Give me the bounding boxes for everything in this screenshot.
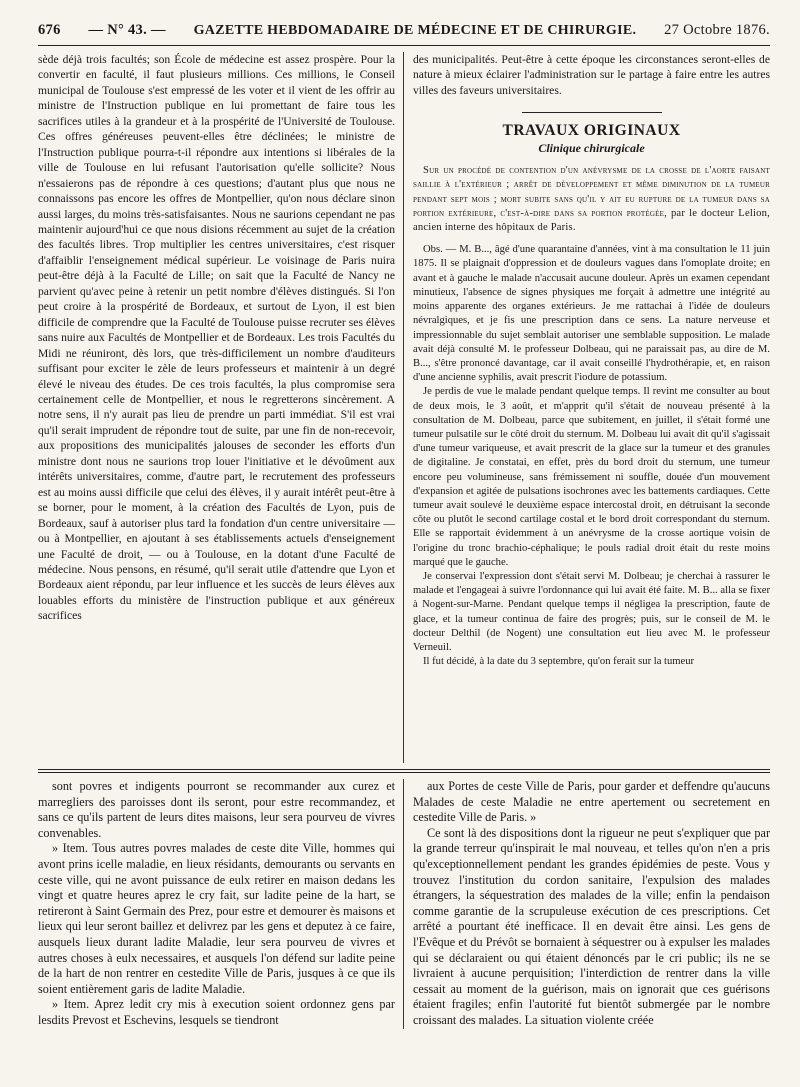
feuilleton-paragraph: aux Portes de ceste Ville de Paris, pour garder et deffendre qu'aucuns Malades de ceste Maladie ne entre apertement ou secretement en cestedite Ville de Paris. »	[413, 779, 770, 825]
article-paragraph: Je conservai l'expression dont s'était servi M. Dolbeau; je cherchai à rassurer le malade et l'engageai à suivre l'ordonnance qui lui avait été faite. M. B... alla se fixer à Nogent-sur-Marne. Pendant quelque temps il négligea la prescription, faute de glace, et la tumeur continua de faire des progrès; puis, sur le conseil de M. le docteur Delthil (de Nogent) une consultation eut lieu avec M. le professeur Verneuil.	[413, 570, 770, 653]
left-paragraph: sède déjà trois facultés; son École de médecine est assez prospère. Pour la convertir en faculté, il faut plusieurs millions. Ces millions, le Conseil municipal de Toulouse s'est empressé de les voter et il vient de les offrir au ministre de l'Instruction publique en lui promettant de faire tous les sacrifices utiles à la grandeur et à la prospérité de l'Université de Toulouse. Ces offres généreuses peuvent-elles être déclinées; le ministre de l'Instruction publique pourra-t-il répondre aux intentions si libérales de la ville de Toulouse en lui refusant l'autorisation qu'elle sollicite? Nous n'essaierons pas de répondre à ces questions; d'autant plus que nous ne connaissons pas encore les offres de Montpellier, qu'on nous déclare sinon aussi larges, du moins très-satisfaisantes. Nous ne saurions cependant ne pas maintenir aujourd'hui ce que nous disions récemment au sujet de la création des facultés libres. Trop multiplier les centres universitaires, c'est risquer d'affaiblir l'enseignement médical supérieur. Le voisinage de Paris nuira peut-être déjà à la Faculté de Lille; on sait que la Faculté de Nancy ne parvient qu'avec peine à retenir un petit nombre d'élèves distingués. Si l'on peut croire à la prospérité de Bordeaux, et surtout de Lyon, il est bien difficile de comprendre que la Faculté de Toulouse puisse recruter ses élèves sans nuire aux Facultés de Montpellier et de Bordeaux. Les trois Facultés du Midi ne réuniront, dès lors, que très-difficilement un nombre d'auditeurs suffisant pour exciter le zèle de leurs professeurs et maintenir à un degré élevé le niveau des études. De ces trois facultés, la plus compromise sera certainement celle de Montpellier, et nous le regretterons sincèrement. A notre sens, il n'y aurait pas lieu de prendre un parti immédiat. S'il est vrai qu'il serait imprudent de répondre tout de suite, par une fin de non-recevoir, aux propositions des municipalités jalouses de seconder les efforts d'un ministre dont nous ne saurions trop louer l'initiative et le dévoûment aux intérêts universitaires, comme, d'autre part, le recrutement des professeurs est au moins aussi difficile que celui des élèves, il y aurait intérêt peut-être à se borner, pour le moment, à la création des Facultés de Lyon, puis de Bordeaux, sauf à autoriser plus tard la fondation d'un centre universitaire — ou à Montpellier, en ajoutant à ses établissements actuels d'enseignement une Faculté de droit, — ou à Toulouse, en la dotant d'une Faculté de médecine. Nous pensons, en résumé, qu'il serait utile d'attendre que Lyon et Bordeaux aient répondu, par leur influence et les succès de leurs élèves aux louables efforts du ministère de l'instruction publique et aux généreux sacrifices	[38, 53, 395, 623]
feuilleton-paragraph: Ce sont là des dispositions dont la rigueur ne peut s'expliquer que par la grande terreur qu'inspirait le mal nouveau, et telles qu'on n'en a pris qu'exceptionnellement pendant les grandes épidémies de peste. Vous y trouvez l'institution du cordon sanitaire, l'expulsion des malades étrangers, la séquestration des malades de la ville; enfin la pendaison comme garantie de la scrupuleuse exécution de ces prescriptions. Cet arrêté a pourtant été inefficace. Il en devait être ainsi. Les gens de l'Evêque et du Prévôt se bornaient à séquestrer ou à expulser les malades qui se déclaraient ou qui étaient dénoncés par le cri public; ils ne se livraient à aucune perquisition; l'interdiction de rentrer dans la ville cessait au moment de la guérison, mais on ignorait que ces guérisons étaient fragiles; enfin l'autorité fut bientôt submergée par le nombre croissant des malades. La situation violente créée	[413, 825, 770, 1027]
feuilleton-paragraph: » Item. Tous autres povres malades de ceste dite Ville, hommes qui avont prins icelle maladie, en lieux résidants, demourants ou servants en ceste ville, qui ne avont puissance de eulx retirer en maison dedans les vingt et quatre heures aprez le cry fait, sur ladite peine de la hart, se retireront à Saint Germain des Prez, pour estre et demourer ès maisons et lieux qui leur seront baillez et delivrez par les gens et deputez à ce faire, ausquels lieux durant ladite Maladie, leur sera pourveu de vivres et autres choses à eulx necessaires, et ausquels l'on défend sur ladite peine de la hart de non rentrer en cestedite Ville de Paris, jusques à ce que ils soient entièrement garis de ladite Maladie.	[38, 841, 395, 996]
bottom-left-column	[38, 779, 404, 1029]
short-divider	[522, 112, 662, 113]
feuilleton-paragraph: » Item. Aprez ledit cry mis à execution soient ordonnez gens par lesdits Prevost et Eschevins, lesquels se tiendront	[38, 997, 395, 1027]
section-title: TRAVAUX ORIGINAUX	[502, 122, 681, 140]
article-title	[413, 164, 770, 235]
bottom-right-column	[404, 779, 770, 1029]
page-number: 676	[38, 22, 61, 38]
section-subtitle: Clinique chirurgicale	[538, 140, 645, 155]
feuilleton-paragraph: sont povres et indigents pourront se recommander aux curez et marregliers des paroisses dont ils seront, pour estre recommandez, et sans ce qu'ils partent de leurs dites maisons, leur sera pourveu de vivres convenables.	[38, 779, 395, 840]
issue-date: 27 Octobre 1876.	[664, 22, 770, 38]
article-heading: Sur un procédé de contention d'un anévrysme de la crosse de l'aorte faisant saillie à l'extérieur ; arrêt de développement et même diminution de la tumeur pendant sept mois ; mort subite sans qu'il y ait eu rupture de la tumeur dans sa portion extérieure, c'est-à-dire dans sa portion protégée,	[413, 165, 770, 219]
right-intro: des municipalités. Peut-être à cette époque les circonstances seront-elles de nature à mieux éclairer l'administration sur le partage à faire entre les autres villes des faveurs universitaires.	[413, 53, 770, 97]
article-paragraph: Il fut décidé, à la date du 3 septembre, qu'on ferait sur la tumeur	[423, 656, 695, 668]
article-paragraph: Je perdis de vue le malade pendant quelque temps. Il revint me consulter au bout de deux mois, le 3 août, et m'apprit qu'il s'était de nouveau présenté à la consultation de M. Dolbeau, parce que subitement, en juillet, il s'était formé une tumeur pulsatile sur le côté droit du sternum. M. Dolbeau lui avait dit qu'il s'agissait d'une tumeur variqueuse, et avait prescrit de la glace sur la tumeur et des granules de digitaline. Je constatai, en effet, près du bord droit du sternum, une tumeur encore peu volumineuse, sans frémissement ni souffle, douée d'un mouvement d'expansion et agitée de pulsations isochrones avec les battements cardiaques. Cette tumeur avait soulevé le deuxième espace intercostal droit, en détruisant la seconde côte ou plutôt le second cartilage costal et le bord droit correspondant du sternum. Elle se rapportait évidemment à un anévrysme de la crosse aortique voisin de l'origine du tronc brachio-céphalique; le pouls radial droit était du reste moins marqué que le gauche.	[413, 386, 770, 568]
page-header	[38, 22, 770, 46]
right-column	[404, 52, 770, 763]
left-column	[38, 52, 404, 763]
article-body	[413, 243, 770, 669]
top-section	[38, 52, 770, 763]
issue-number: — N° 43. —	[88, 22, 166, 38]
article-paragraph: Obs. — M. B..., âgé d'une quarantaine d'années, vint à ma consultation le 11 juin 1875. Il se plaignait d'oppression et de douleurs vagues dans l'omoplate droite; en avant et à gauche le malade n'accusait aucune douleur. Après un examen cependant minutieux, l'absence de signes physiques me forçait à admettre une intégrité au moins apparente des organes extérieurs. Je me rattachai à l'idée de douleurs névralgiques, et je fis une prescription dans ce sens. La nature nerveuse et impressionnable du sujet semblait autoriser une semblable supposition. Le malade avait déjà consulté M. le professeur Dolbeau, qui ne paraissait pas, au dire de M. B..., s'être prononcé davantage, car il avait conseillé l'hydrothérapie, et, en raison d'une ancienne syphilis, avait prescrit l'iodure de potassium.	[413, 244, 770, 384]
article-author: par le docteur Lelion, ancien interne des hôpitaux de Paris.	[413, 207, 770, 234]
section-separator	[38, 769, 770, 770]
journal-title: GAZETTE HEBDOMADAIRE DE MÉDECINE ET DE CHIRURGIE.	[193, 23, 637, 38]
section-separator-thin	[38, 772, 770, 773]
feuilleton-section	[38, 779, 770, 1029]
